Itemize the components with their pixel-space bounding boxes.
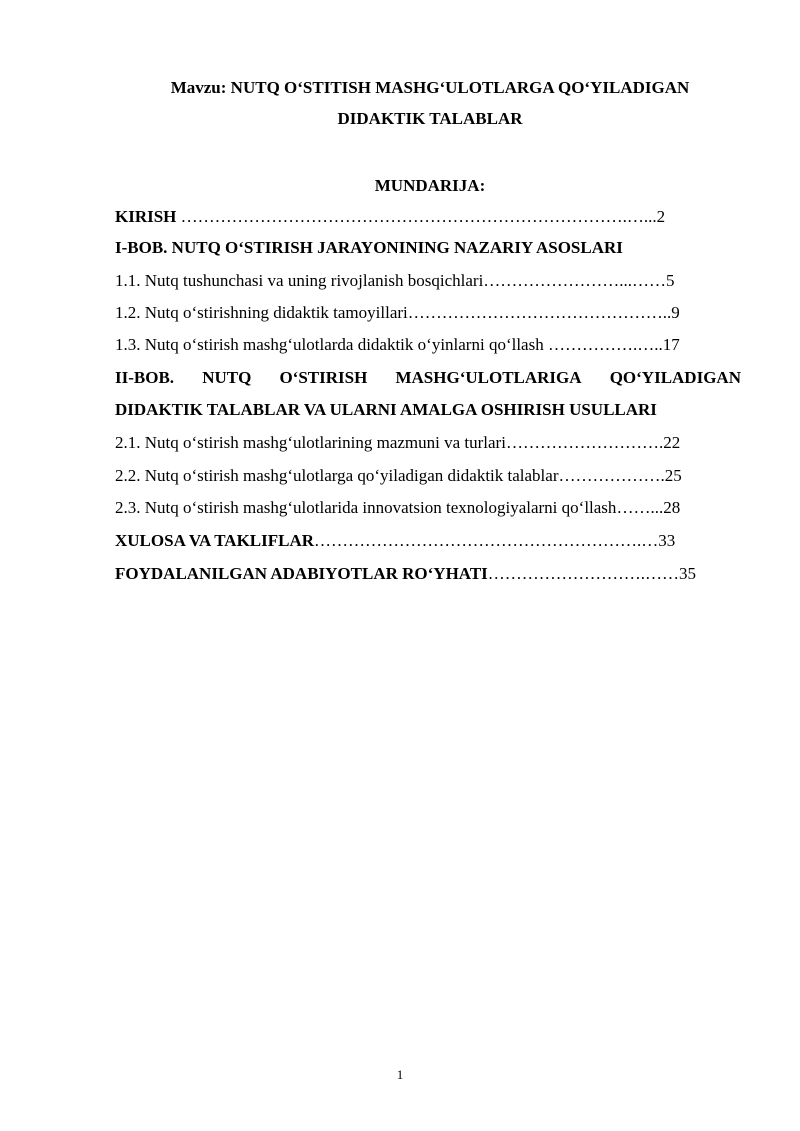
topic-title-line-1: Mavzu: NUTQ O‘STITISH MASHG‘ULOTLARGA QO‘YILADIGAN bbox=[170, 78, 690, 97]
toc-page-number: ..2 bbox=[648, 207, 666, 226]
toc-entry-2-1 bbox=[115, 428, 741, 458]
toc-entry-1-2 bbox=[115, 298, 741, 328]
chapter-2-word: O‘STIRISH bbox=[279, 368, 368, 387]
chapter-2-word: QO‘YILADIGAN bbox=[609, 368, 741, 387]
toc-entry-2-2 bbox=[115, 461, 741, 491]
toc-entry-conclusion bbox=[115, 526, 741, 556]
toc-entry-title: 1.1. Nutq tushunchasi va uning rivojlanish bosqichlari bbox=[115, 271, 484, 290]
toc-page-number: 17 bbox=[662, 335, 680, 354]
toc-dot-leader: ……………………………………….. bbox=[407, 303, 672, 322]
chapter-2-word: MASHG‘ULOTLARIGA bbox=[395, 368, 582, 387]
toc-dot-leader: ……... bbox=[616, 498, 664, 517]
chapter-2-word: NUTQ bbox=[202, 368, 252, 387]
topic-title-line-2: DIDAKTIK TALABLAR bbox=[337, 109, 523, 128]
toc-entry-title: 1.2. Nutq o‘stirishning didaktik tamoyillari bbox=[115, 303, 408, 322]
toc-chapter-2-heading-line-2: DIDAKTIK TALABLAR VA ULARNI AMALGA OSHIRISH USULLARI bbox=[115, 400, 657, 419]
toc-entry-title: FOYDALANILGAN ADABIYOTLAR RO‘YHATI bbox=[115, 564, 488, 583]
toc-entry-references bbox=[115, 559, 741, 589]
page-number: 1 bbox=[396, 1067, 404, 1082]
toc-page-number: 25 bbox=[664, 466, 682, 485]
toc-entry-title: 1.3. Nutq o‘stirish mashg‘ulotlarda didaktik o‘yinlarni qo‘llash bbox=[115, 335, 544, 354]
toc-dot-leader: ……………………...…… bbox=[483, 271, 667, 290]
toc-page-number: 33 bbox=[658, 531, 676, 550]
contents-heading: MUNDARIJA: bbox=[374, 176, 486, 195]
toc-page-number: 22 bbox=[663, 433, 681, 452]
toc-entry-title: KIRISH bbox=[115, 207, 177, 226]
toc-entry-2-3 bbox=[115, 493, 741, 523]
toc-dot-leader: ………………………. bbox=[505, 433, 664, 452]
toc-dot-leader: ………………. bbox=[558, 466, 665, 485]
toc-entry-title: 2.3. Nutq o‘stirish mashg‘ulotlarida innovatsion texnologiyalarni qo‘llash bbox=[115, 498, 617, 517]
toc-chapter-1-heading: I-BOB. NUTQ O‘STIRISH JARAYONINING NAZARIY ASOSLARI bbox=[115, 238, 623, 257]
toc-entry-1-1 bbox=[115, 266, 741, 296]
toc-entry-title: 2.2. Nutq o‘stirish mashg‘ulotlarga qo‘yiladigan didaktik talablar bbox=[115, 466, 559, 485]
toc-dot-leader: …………….….. bbox=[543, 335, 663, 354]
toc-chapter-2-heading-line-1 bbox=[115, 363, 741, 393]
toc-page-number: 28 bbox=[663, 498, 681, 517]
toc-page-number: 35 bbox=[679, 564, 697, 583]
toc-entry-title: XULOSA VA TAKLIFLAR bbox=[115, 531, 315, 550]
toc-entry-introduction bbox=[115, 202, 741, 232]
toc-dot-leader: ………………………………………………….… bbox=[314, 531, 659, 550]
toc-entry-1-3 bbox=[115, 330, 741, 360]
toc-page-number: 5 bbox=[666, 271, 675, 290]
chapter-2-word: II-BOB. bbox=[115, 368, 175, 387]
toc-entry-title: 2.1. Nutq o‘stirish mashg‘ulotlarining mazmuni va turlari bbox=[115, 433, 506, 452]
toc-dot-leader: …………………………………………………………………….…. bbox=[176, 207, 649, 226]
toc-page-number: 9 bbox=[671, 303, 680, 322]
toc-dot-leader: ……………………….…… bbox=[487, 564, 680, 583]
